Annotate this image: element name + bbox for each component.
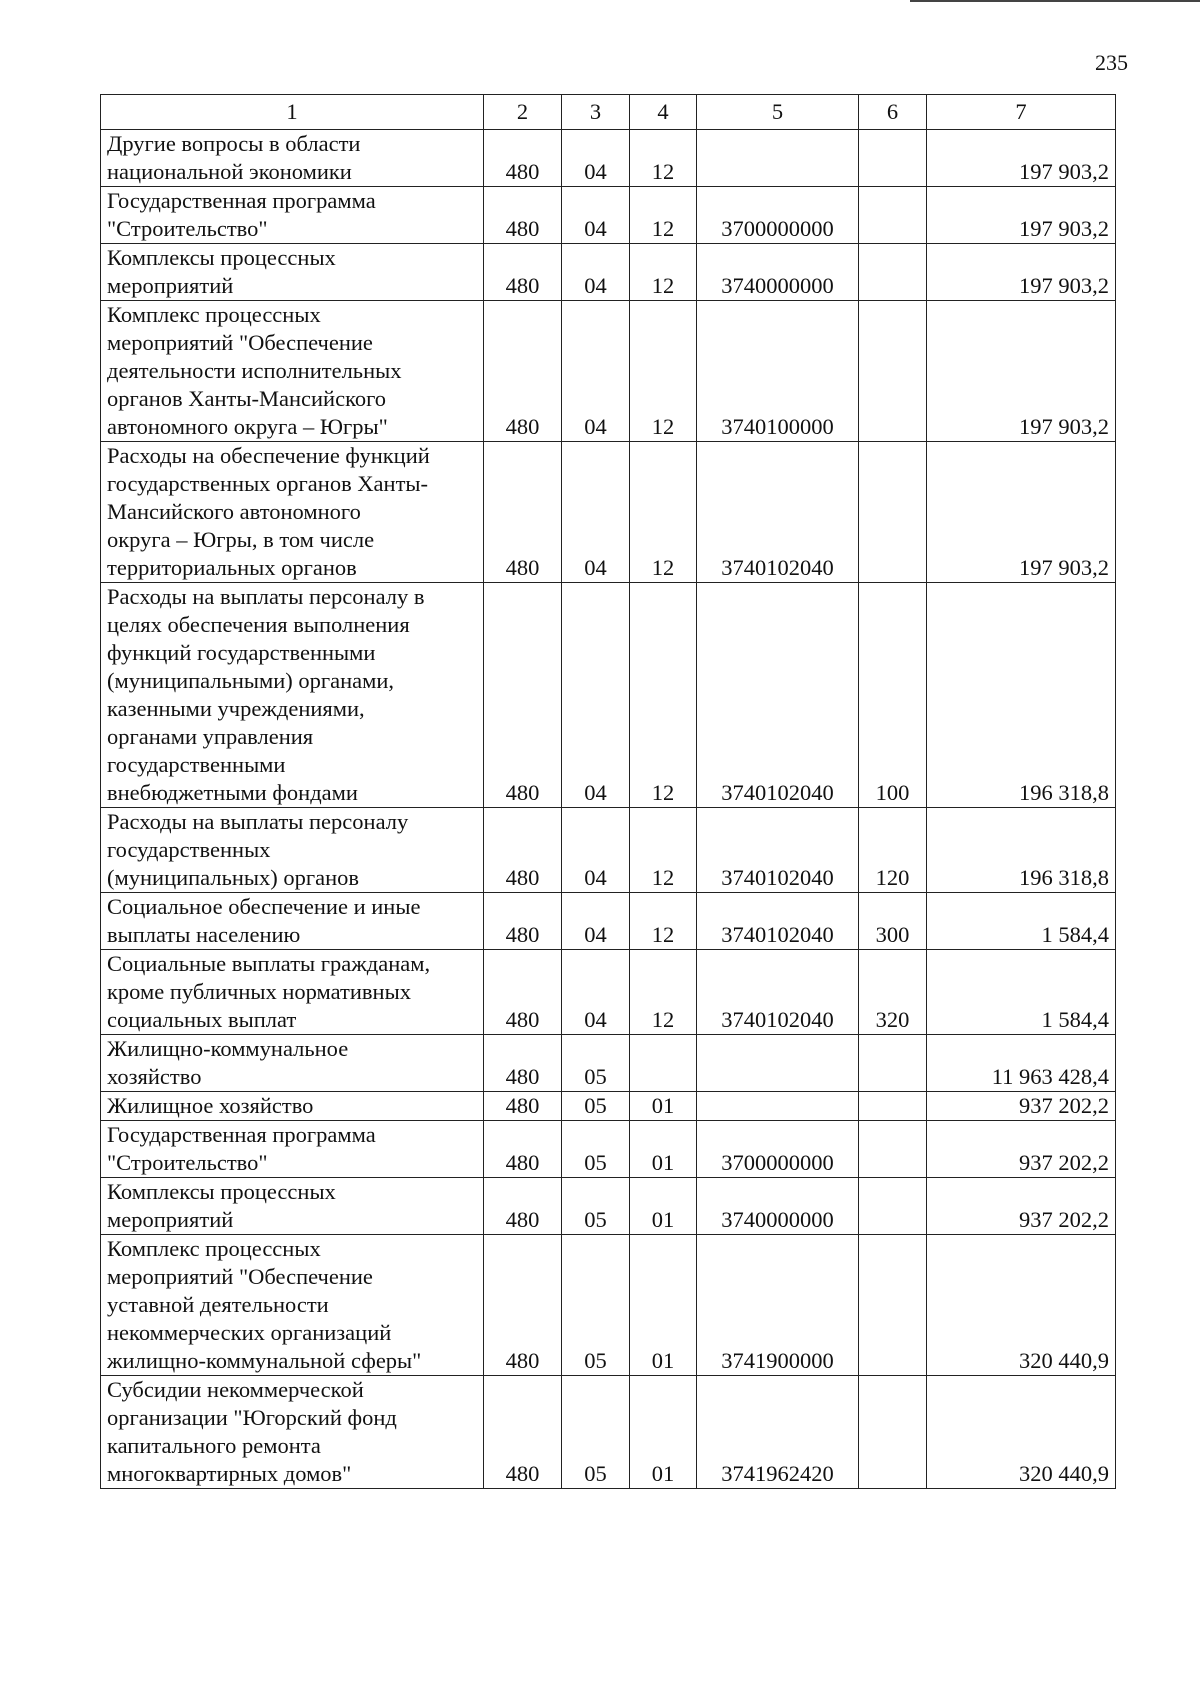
- row-col-2: 480: [484, 187, 562, 244]
- header-col-5: 5: [697, 95, 859, 130]
- table-row: [101, 1376, 1116, 1489]
- row-col-7: 1 584,4: [927, 893, 1116, 950]
- table-body: [101, 130, 1116, 1489]
- row-col-6: [859, 301, 927, 442]
- row-col-2: 480: [484, 893, 562, 950]
- row-col-7: 11 963 428,4: [927, 1035, 1116, 1092]
- page-number: 235: [1095, 50, 1128, 75]
- table-row: [101, 808, 1116, 893]
- row-col-2: 480: [484, 244, 562, 301]
- row-col-4: 01: [630, 1178, 697, 1235]
- row-col-7: 196 318,8: [927, 583, 1116, 808]
- row-name: Жилищное хозяйство: [101, 1092, 484, 1121]
- row-col-7: 197 903,2: [927, 442, 1116, 583]
- row-col-6: 320: [859, 950, 927, 1035]
- table-row: [101, 244, 1116, 301]
- row-col-7: 320 440,9: [927, 1235, 1116, 1376]
- row-name: Комплекс процессных мероприятий "Обеспечение уставной деятельности некоммерческих организаций жилищно-коммунальной сферы": [101, 1235, 484, 1376]
- row-col-4: 12: [630, 187, 697, 244]
- row-col-6: 120: [859, 808, 927, 893]
- row-col-6: [859, 130, 927, 187]
- table-row: [101, 583, 1116, 808]
- table-row: [101, 1178, 1116, 1235]
- row-col-2: 480: [484, 583, 562, 808]
- row-col-3: 04: [562, 187, 630, 244]
- table-row: [101, 187, 1116, 244]
- row-col-4: 12: [630, 808, 697, 893]
- row-col-5: 3700000000: [697, 187, 859, 244]
- row-col-3: 04: [562, 442, 630, 583]
- table-row: [101, 301, 1116, 442]
- row-col-7: 1 584,4: [927, 950, 1116, 1035]
- row-col-7: 937 202,2: [927, 1092, 1116, 1121]
- row-name: Комплексы процессных мероприятий: [101, 244, 484, 301]
- row-name: Комплексы процессных мероприятий: [101, 1178, 484, 1235]
- row-col-3: 04: [562, 130, 630, 187]
- row-col-4: 12: [630, 301, 697, 442]
- row-col-4: 01: [630, 1376, 697, 1489]
- row-col-6: [859, 442, 927, 583]
- row-col-7: 196 318,8: [927, 808, 1116, 893]
- row-col-5: 3741900000: [697, 1235, 859, 1376]
- row-col-6: 100: [859, 583, 927, 808]
- table-row: [101, 1035, 1116, 1092]
- row-col-3: 05: [562, 1121, 630, 1178]
- row-col-5: 3740102040: [697, 893, 859, 950]
- header-col-7: 7: [927, 95, 1116, 130]
- row-col-2: 480: [484, 808, 562, 893]
- table-row: [101, 1092, 1116, 1121]
- header-col-1: 1: [101, 95, 484, 130]
- header-col-2: 2: [484, 95, 562, 130]
- row-col-3: 04: [562, 244, 630, 301]
- row-col-2: 480: [484, 1235, 562, 1376]
- row-col-6: [859, 1235, 927, 1376]
- row-col-4: 12: [630, 130, 697, 187]
- row-name: Другие вопросы в области национальной экономики: [101, 130, 484, 187]
- row-col-5: 3740102040: [697, 583, 859, 808]
- row-col-3: 05: [562, 1235, 630, 1376]
- row-name: Субсидии некоммерческой организации "Югорский фонд капитального ремонта многоквартирных домов": [101, 1376, 484, 1489]
- row-col-6: [859, 1121, 927, 1178]
- row-col-4: 01: [630, 1121, 697, 1178]
- row-col-2: 480: [484, 1121, 562, 1178]
- row-col-5: 3740102040: [697, 808, 859, 893]
- row-col-2: 480: [484, 1376, 562, 1489]
- row-col-5: [697, 1092, 859, 1121]
- row-name: Социальное обеспечение и иные выплаты населению: [101, 893, 484, 950]
- row-col-3: 05: [562, 1178, 630, 1235]
- row-col-4: 12: [630, 583, 697, 808]
- row-col-4: 01: [630, 1092, 697, 1121]
- row-col-4: 01: [630, 1235, 697, 1376]
- row-name: Государственная программа "Строительство": [101, 1121, 484, 1178]
- row-col-6: [859, 1178, 927, 1235]
- row-col-6: 300: [859, 893, 927, 950]
- row-name: Комплекс процессных мероприятий "Обеспечение деятельности исполнительных органов Ханты-Мансийского автономного округа – Югры": [101, 301, 484, 442]
- table-row: [101, 950, 1116, 1035]
- row-col-2: 480: [484, 1035, 562, 1092]
- row-col-5: 3740100000: [697, 301, 859, 442]
- row-col-2: 480: [484, 1092, 562, 1121]
- row-col-4: [630, 1035, 697, 1092]
- row-col-6: [859, 1376, 927, 1489]
- row-col-2: 480: [484, 442, 562, 583]
- row-name: Расходы на обеспечение функций государственных органов Ханты- Мансийского автономного округа – Югры, в том числе территориальных органов: [101, 442, 484, 583]
- row-col-4: 12: [630, 442, 697, 583]
- row-col-3: 05: [562, 1092, 630, 1121]
- header-col-4: 4: [630, 95, 697, 130]
- header-col-3: 3: [562, 95, 630, 130]
- budget-table: [100, 94, 1116, 1489]
- row-col-5: 3740102040: [697, 442, 859, 583]
- row-name: Расходы на выплаты персоналу государственных (муниципальных) органов: [101, 808, 484, 893]
- table-row: [101, 1121, 1116, 1178]
- row-name: Социальные выплаты гражданам, кроме публичных нормативных социальных выплат: [101, 950, 484, 1035]
- row-col-7: 937 202,2: [927, 1178, 1116, 1235]
- top-rule: [910, 0, 1200, 2]
- row-col-5: [697, 1035, 859, 1092]
- row-col-7: 197 903,2: [927, 130, 1116, 187]
- row-col-5: 3740102040: [697, 950, 859, 1035]
- row-col-3: 04: [562, 583, 630, 808]
- row-col-7: 320 440,9: [927, 1376, 1116, 1489]
- row-col-2: 480: [484, 1178, 562, 1235]
- row-col-4: 12: [630, 950, 697, 1035]
- row-col-3: 04: [562, 950, 630, 1035]
- table-row: [101, 442, 1116, 583]
- row-col-7: 197 903,2: [927, 301, 1116, 442]
- row-col-3: 04: [562, 808, 630, 893]
- row-col-3: 04: [562, 893, 630, 950]
- row-col-6: [859, 1092, 927, 1121]
- row-col-3: 05: [562, 1376, 630, 1489]
- row-col-7: 937 202,2: [927, 1121, 1116, 1178]
- row-col-2: 480: [484, 301, 562, 442]
- row-name: Жилищно-коммунальное хозяйство: [101, 1035, 484, 1092]
- row-col-6: [859, 244, 927, 301]
- row-col-5: 3700000000: [697, 1121, 859, 1178]
- row-name: Государственная программа "Строительство": [101, 187, 484, 244]
- row-col-5: 3740000000: [697, 1178, 859, 1235]
- header-row: [101, 95, 1116, 130]
- table-row: [101, 893, 1116, 950]
- row-col-3: 04: [562, 301, 630, 442]
- header-col-6: 6: [859, 95, 927, 130]
- row-col-6: [859, 1035, 927, 1092]
- row-col-4: 12: [630, 893, 697, 950]
- row-col-7: 197 903,2: [927, 244, 1116, 301]
- row-col-5: 3740000000: [697, 244, 859, 301]
- row-col-6: [859, 187, 927, 244]
- row-col-2: 480: [484, 130, 562, 187]
- row-col-7: 197 903,2: [927, 187, 1116, 244]
- row-col-5: [697, 130, 859, 187]
- row-col-3: 05: [562, 1035, 630, 1092]
- table-row: [101, 1235, 1116, 1376]
- row-col-2: 480: [484, 950, 562, 1035]
- row-name: Расходы на выплаты персоналу в целях обеспечения выполнения функций государственными (муниципальными) органами, казенными учреждениями, органами управления государственными внебюджетными фондами: [101, 583, 484, 808]
- table-row: [101, 130, 1116, 187]
- row-col-5: 3741962420: [697, 1376, 859, 1489]
- row-col-4: 12: [630, 244, 697, 301]
